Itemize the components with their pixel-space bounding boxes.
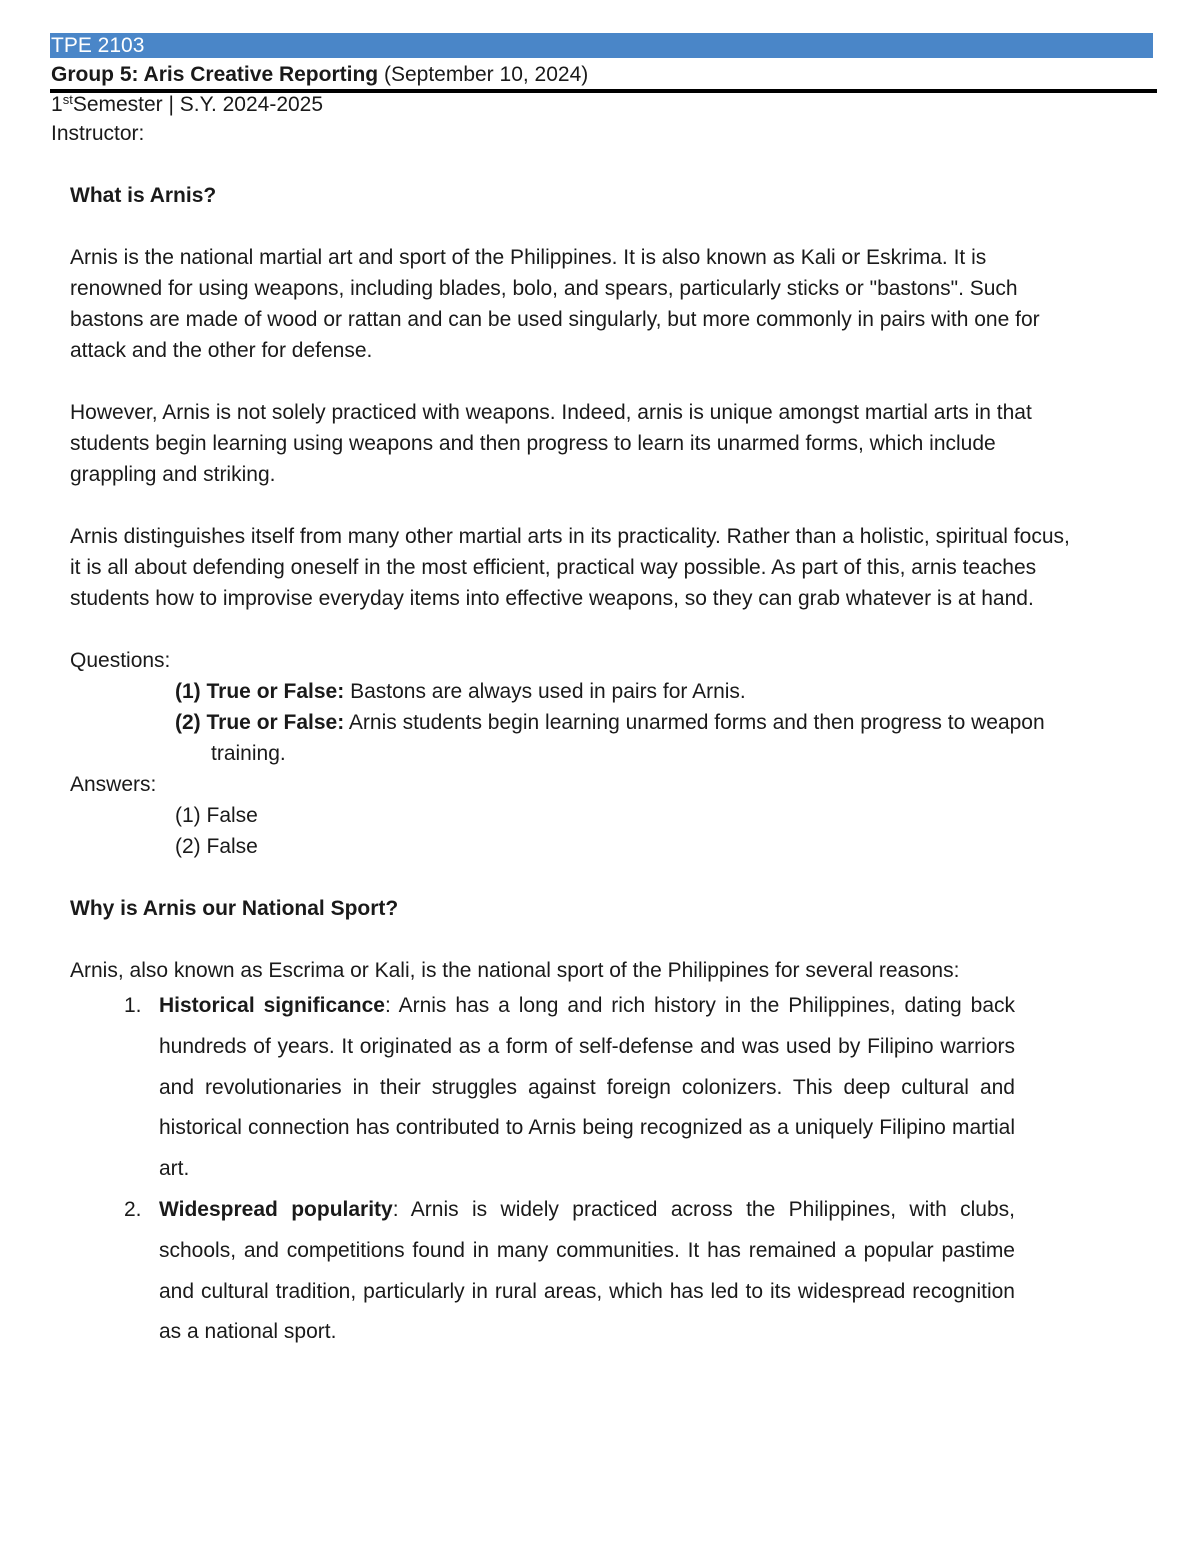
reasons-list <box>70 986 1015 1353</box>
list-item-number: 2. <box>124 1197 142 1221</box>
semester-text: Semester | S.Y. 2024-2025 <box>72 93 324 116</box>
list-item-number: 1. <box>124 994 142 1017</box>
paragraph-practicality: Arnis distinguishes itself from many other martial arts in its practicality. Rather than a holistic, spiritual focus, it is all about defending oneself in the most efficient, practical way possible. As part of this, arnis teaches students how to improvise everyday items into effective weapons, so they can grab whatever is at hand. <box>70 525 1070 610</box>
list-item <box>70 1190 1015 1353</box>
title-date: (September 10, 2024) <box>378 63 589 86</box>
header-bar <box>50 33 1153 58</box>
question-item <box>70 676 1070 707</box>
question-number: (2) <box>175 711 201 734</box>
section-heading-what-is-arnis: What is Arnis? <box>70 184 217 207</box>
paragraph-national-sport-intro: Arnis, also known as Escrima or Kali, is the national sport of the Philippines for several reasons: <box>70 959 960 982</box>
list-item-text: : Arnis has a long and rich history in the Philippines, dating back hundreds of years. It originated as a form of self-defense and was used by Filipino warriors and revolutionaries in their struggles against foreign colonizers. This deep cultural and historical connection has contributed to Arnis being recognized as a uniquely Filipino martial art. <box>159 994 1015 1181</box>
questions-label: Questions: <box>70 649 171 672</box>
answer-item: (2) False <box>175 835 258 858</box>
document-title <box>51 62 588 88</box>
list-item-title: Widespread popularity <box>159 1197 393 1221</box>
question-item <box>70 707 1070 769</box>
question-prefix: True or False: <box>206 711 345 734</box>
list-item-title: Historical significance <box>159 994 385 1017</box>
course-code: TPE 2103 <box>51 34 145 57</box>
answers-label: Answers: <box>70 773 157 796</box>
document-body <box>70 180 1070 1353</box>
semester-superscript: st <box>62 92 73 107</box>
question-prefix: True or False: <box>206 680 345 703</box>
paragraph-weapons: However, Arnis is not solely practiced with weapons. Indeed, arnis is unique amongst martial arts in that students begin learning using weapons and then progress to learn its unarmed forms, which include grappling and striking. <box>70 401 1032 486</box>
list-item <box>70 986 1015 1190</box>
question-text: Arnis students begin learning unarmed forms and then progress to weapon training. <box>211 711 1045 765</box>
section-heading-national-sport: Why is Arnis our National Sport? <box>70 897 399 920</box>
question-number: (1) <box>175 680 201 703</box>
instructor-label: Instructor: <box>51 122 145 145</box>
list-item-text: : Arnis is widely practiced across the Philippines, with clubs, schools, and competitions found in many communities. It has remained a popular pastime and cultural tradition, particularly in rural areas, which has led to its widespread recognition as a national sport. <box>159 1197 1015 1344</box>
answer-item: (1) False <box>175 804 258 827</box>
paragraph-intro: Arnis is the national martial art and sport of the Philippines. It is also known as Kali or Eskrima. It is renowned for using weapons, including blades, bolo, and spears, particularly sticks or "bastons". Such bastons are made of wood or rattan and can be used singularly, but more commonly in pairs with one for attack and the other for defense. <box>70 246 1040 362</box>
semester-number: 1 <box>51 93 63 116</box>
semester-line <box>51 92 323 118</box>
title-bold: Group 5: Aris Creative Reporting <box>51 63 379 86</box>
question-text: Bastons are always used in pairs for Arnis. <box>344 680 746 703</box>
